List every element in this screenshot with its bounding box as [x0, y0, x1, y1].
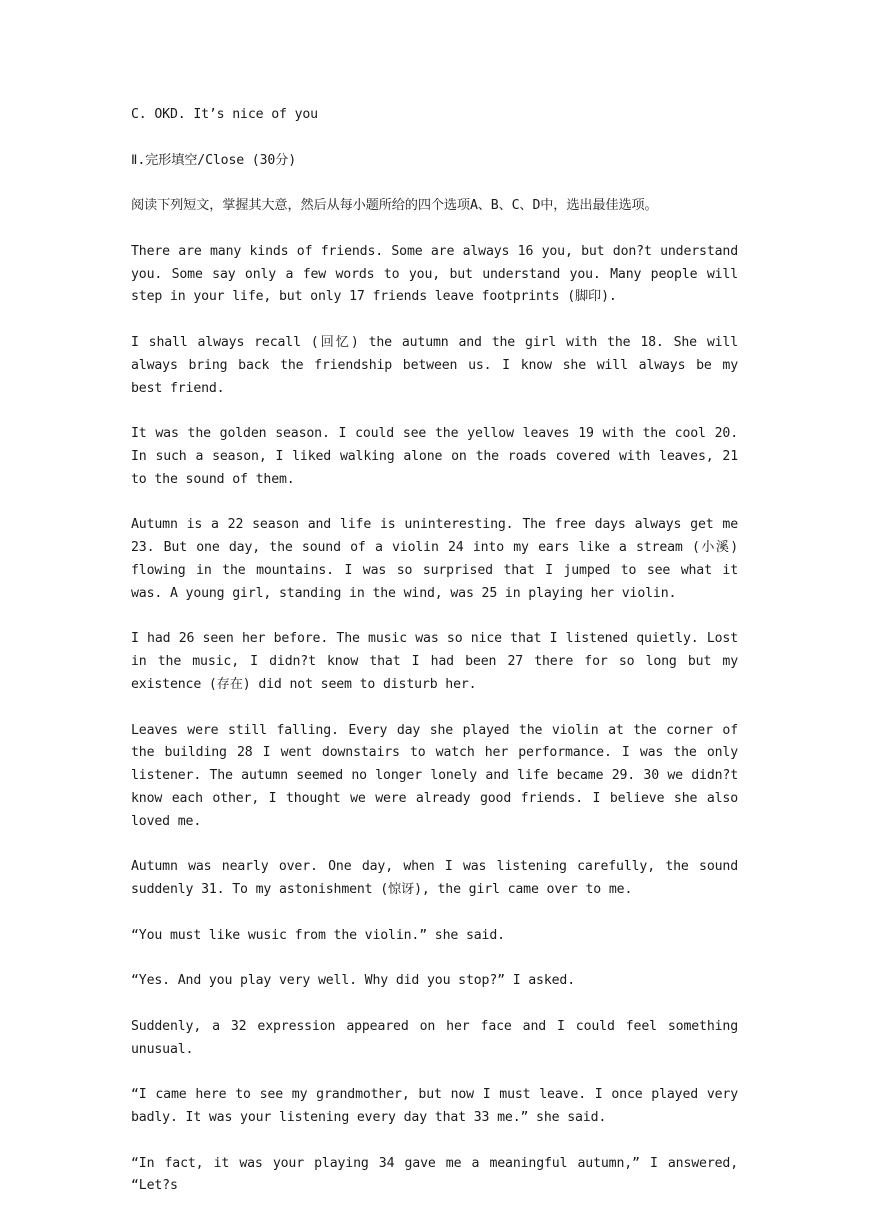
- dialogue-3: “I came here to see my grandmother, but now I must leave. I once played very badly. It was your listening every day that 33 me.” she said.: [131, 1087, 738, 1126]
- option-line: C. OKD. It’s nice of you: [131, 107, 318, 122]
- paragraph-5: I had 26 seen her before. The music was so nice that I listened quietly. Lost in the music, I didn?t know that I had been 27 there for so long but my existence (存在) did not seem to disturb her.: [131, 631, 738, 692]
- paragraph-1: There are many kinds of friends. Some are always 16 you, but don?t understand you. Some say only a few words to you, but understand you. Many people will step in your life, but only 17 friends leave footprints (脚印).: [131, 243, 738, 305]
- paragraph-2: I shall always recall (回忆) the autumn and the girl with the 18. She will always bring back the friendship between us. I know she will always be my best friend.: [131, 334, 738, 396]
- document-page: [131, 104, 738, 1221]
- paragraph-6: Leaves were still falling. Every day she played the violin at the corner of the building 28 I went downstairs to watch her performance. I was the only listener. The autumn seemed no longer lonely and life became 29. 30 we didn?t know each other, I thought we were already good friends. I believe she also loved me.: [131, 722, 738, 829]
- paragraph-4: Autumn is a 22 season and life is uninteresting. The free days always get me 23. But one day, the sound of a violin 24 into my ears like a stream (小溪) flowing in the mountains. I was so surprised that I jumped to see what it was. A young girl, standing in the wind, was 25 in playing her violin.: [131, 517, 738, 601]
- paragraph-3: It was the golden season. I could see the yellow leaves 19 with the cool 20. In such a season, I liked walking alone on the roads covered with leaves, 21 to the sound of them.: [131, 426, 738, 487]
- instructions: 阅读下列短文，掌握其大意，然后从每小题所给的四个选项A、B、C、D中，选出最佳选项。: [131, 198, 658, 214]
- dialogue-1: “You must like wusic from the violin.” she said.: [131, 927, 505, 943]
- dialogue-2: “Yes. And you play very well. Why did you stop?” I asked.: [131, 973, 576, 989]
- paragraph-8: Suddenly, a 32 expression appeared on her face and I could feel something unusual.: [131, 1018, 738, 1057]
- dialogue-4: “In fact, it was your playing 34 gave me a meaningful autumn,” I answered, “Let?s: [131, 1155, 738, 1194]
- paragraph-7: Autumn was nearly over. One day, when I was listening carefully, the sound suddenly 31. To my astonishment (惊讶), the girl came over to me.: [131, 859, 738, 898]
- section-heading: Ⅱ.完形填空/Close (30分): [131, 152, 297, 168]
